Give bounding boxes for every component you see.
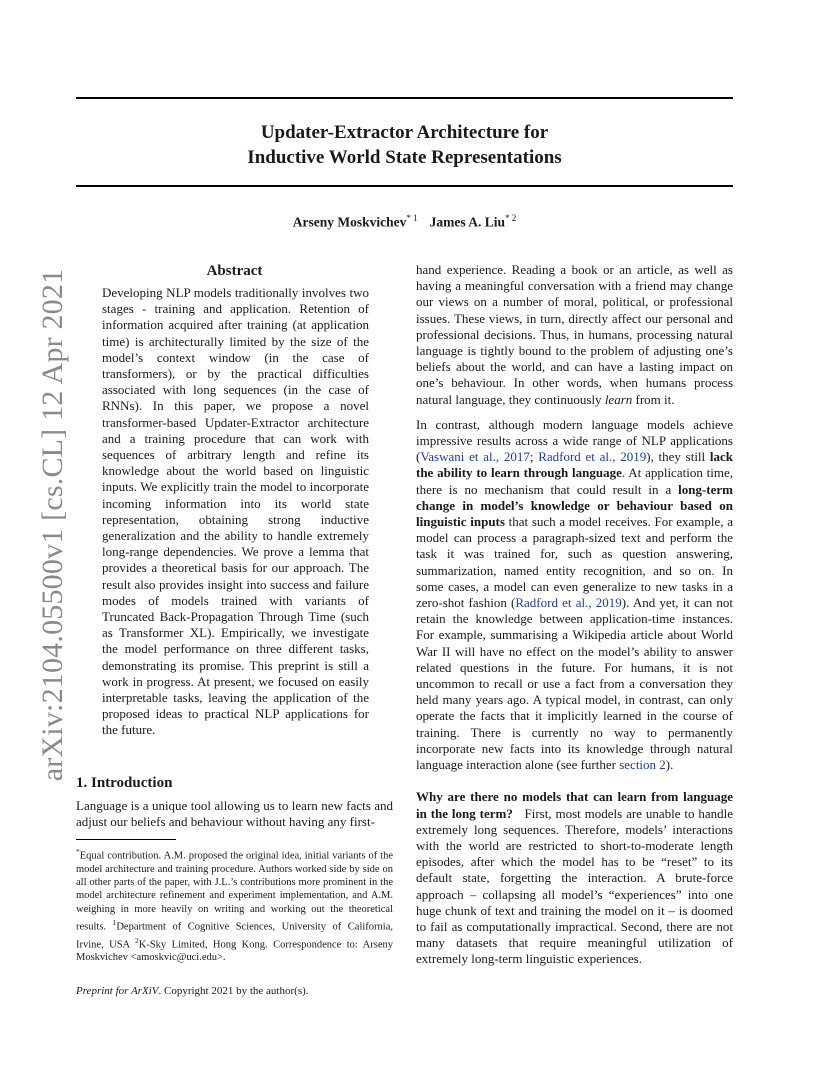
- intro-paragraph-1-continued: hand experience. Reading a book or an article, as well as having a meaningful conversation with a friend may change our views on a number of moral, political, or professional issues. These views, in turn, directly affect our personal and professional decisions. Thus, in humans, processing natural language is tightly bound to the problem of adjusting one’s beliefs about the world, and can have a lasting impact on one’s behaviour. In other words, when humans process natural language, they continuously learn from it.: [416, 262, 733, 407]
- abstract-text: Developing NLP models traditionally involves two stages - training and application. Retention of information acquired after training (at application time) is architecturally limited by the size of the model’s context window (in the case of transformers), or by the practical difficulties associated with long sequences (in the case of RNNs). In this paper, we propose a novel transformer-based Updater-Extractor architecture and a training procedure that can work with sequences of arbitrary length and refine its knowledge about the world based on linguistic inputs. We explicitly train the model to incorporate incoming information into its world state representation, obtaining strong inductive generalization and the ability to handle extremely long-range dependencies. We prove a lemma that provides a theoretical basis for our approach. The result also provides insight into success and failure modes of models trained with variants of Truncated Back-Propagation Through Time (such as Transformer XL). Empirically, we investigate the model performance on three different tasks, demonstrating its promise. This preprint is still a work in progress. At present, we focused on easily interpretable tasks, leaving the application of the proposed ideas to practical NLP applications for the future.: [102, 285, 369, 738]
- author-marks: * 1: [406, 213, 418, 223]
- citation-link[interactable]: Radford et al., 2019: [515, 595, 622, 611]
- paper-title: [76, 120, 733, 170]
- arxiv-stamp: arXiv:2104.05500v1 [cs.CL] 12 Apr 2021: [36, 268, 69, 782]
- author-name: Arseny Moskvichev: [292, 214, 407, 230]
- author-name: James A. Liu: [429, 214, 505, 230]
- author-marks: * 2: [505, 213, 517, 223]
- title-bottom-rule: [76, 185, 733, 187]
- title-line-1: Updater-Extractor Architecture for: [260, 122, 549, 143]
- footnote-mark: 1: [112, 917, 117, 927]
- right-column: [416, 262, 733, 968]
- abstract-heading: Abstract: [206, 263, 263, 279]
- footnote: *Equal contribution. A.M. proposed the original idea, initial variants of the model architecture and training procedure. Authors worked side by side on all other parts of the paper, with J.L.’s contributions more prominent in the model architecture refinement and experiment implementation, and A.M. weighing in more heavily on writing and working out the theoretical results. $^1$Department of Cognitive Sciences, University of California, Irvine, USA $^2$K-Sky Limited, Hong Kong. Correspondence to: Arseny Moskvichev <amoskvic@uci.edu>.: [76, 847, 393, 964]
- intro-paragraph-3: Why are there no models that can learn from language in the long term? First, most models are unable to handle extremely long sequences. Therefore, models’ interactions with the world are restricted to short-to-moderate length episodes, after which the model has to be “reset” to its default state, forgetting the interaction. A brute-force approach – collapsing all model’s “experiences” into one huge chunk of text and training the model on it – is doomed to fail as computationally impractical. Second, there are not many datasets that require meaningful utilization of extremely long-term linguistic experiences.: [416, 789, 733, 967]
- intro-paragraph-1-start: Language is a unique tool allowing us to learn new facts and adjust our beliefs and behaviour without having any first-: [76, 797, 393, 830]
- author-list: [76, 213, 733, 231]
- left-column: [76, 262, 393, 1000]
- section-heading: 1. Introduction: [76, 774, 173, 791]
- intro-paragraph-2: In contrast, although modern language models achieve impressive results across a wide range of NLP applications (Vaswani et al., 2017; Radford et al., 2019), they still lack the ability to learn through language. At application time, there is no mechanism that could result in a long-term change in model’s knowledge or behaviour based on linguistic inputs that such a model receives. For example, a model can process a paragraph-sized text and perform the task it was trained for, such as question answering, summarization, named entity recognition, and so on. In some cases, a model can even generalize to new tasks in a zero-shot fashion (Radford et al., 2019). And yet, it can not retain the knowledge between application-time instances. For example, summarising a Wikipedia article about World War II will have no effect on the model’s ability to answer related questions in the future. For humans, it is not uncommon to recall or use a fact from a conversation they held many years ago. A typical model, in contrast, can only operate the facts that it implicitly learned in the course of training. There is currently no way to permanently incorporate new facts into its knowledge through natural language interaction alone (see further section 2).: [416, 416, 734, 773]
- title-top-rule: [76, 97, 733, 99]
- section-link[interactable]: section 2: [619, 757, 666, 773]
- paragraph-run-in-heading: Why are there no models that can learn from language in the long term?: [416, 789, 733, 821]
- citation-link[interactable]: Vaswani et al., 2017: [420, 449, 530, 465]
- footnote-rule: [76, 839, 176, 840]
- citation-link[interactable]: Radford et al., 2019: [538, 449, 647, 465]
- footnote-mark: 2: [135, 935, 139, 945]
- preprint-notice: Preprint for ArXiV. Copyright 2021 by the author(s).: [76, 985, 309, 998]
- footnote-mark: *: [76, 847, 80, 857]
- title-line-2: Inductive World State Representations: [247, 147, 562, 168]
